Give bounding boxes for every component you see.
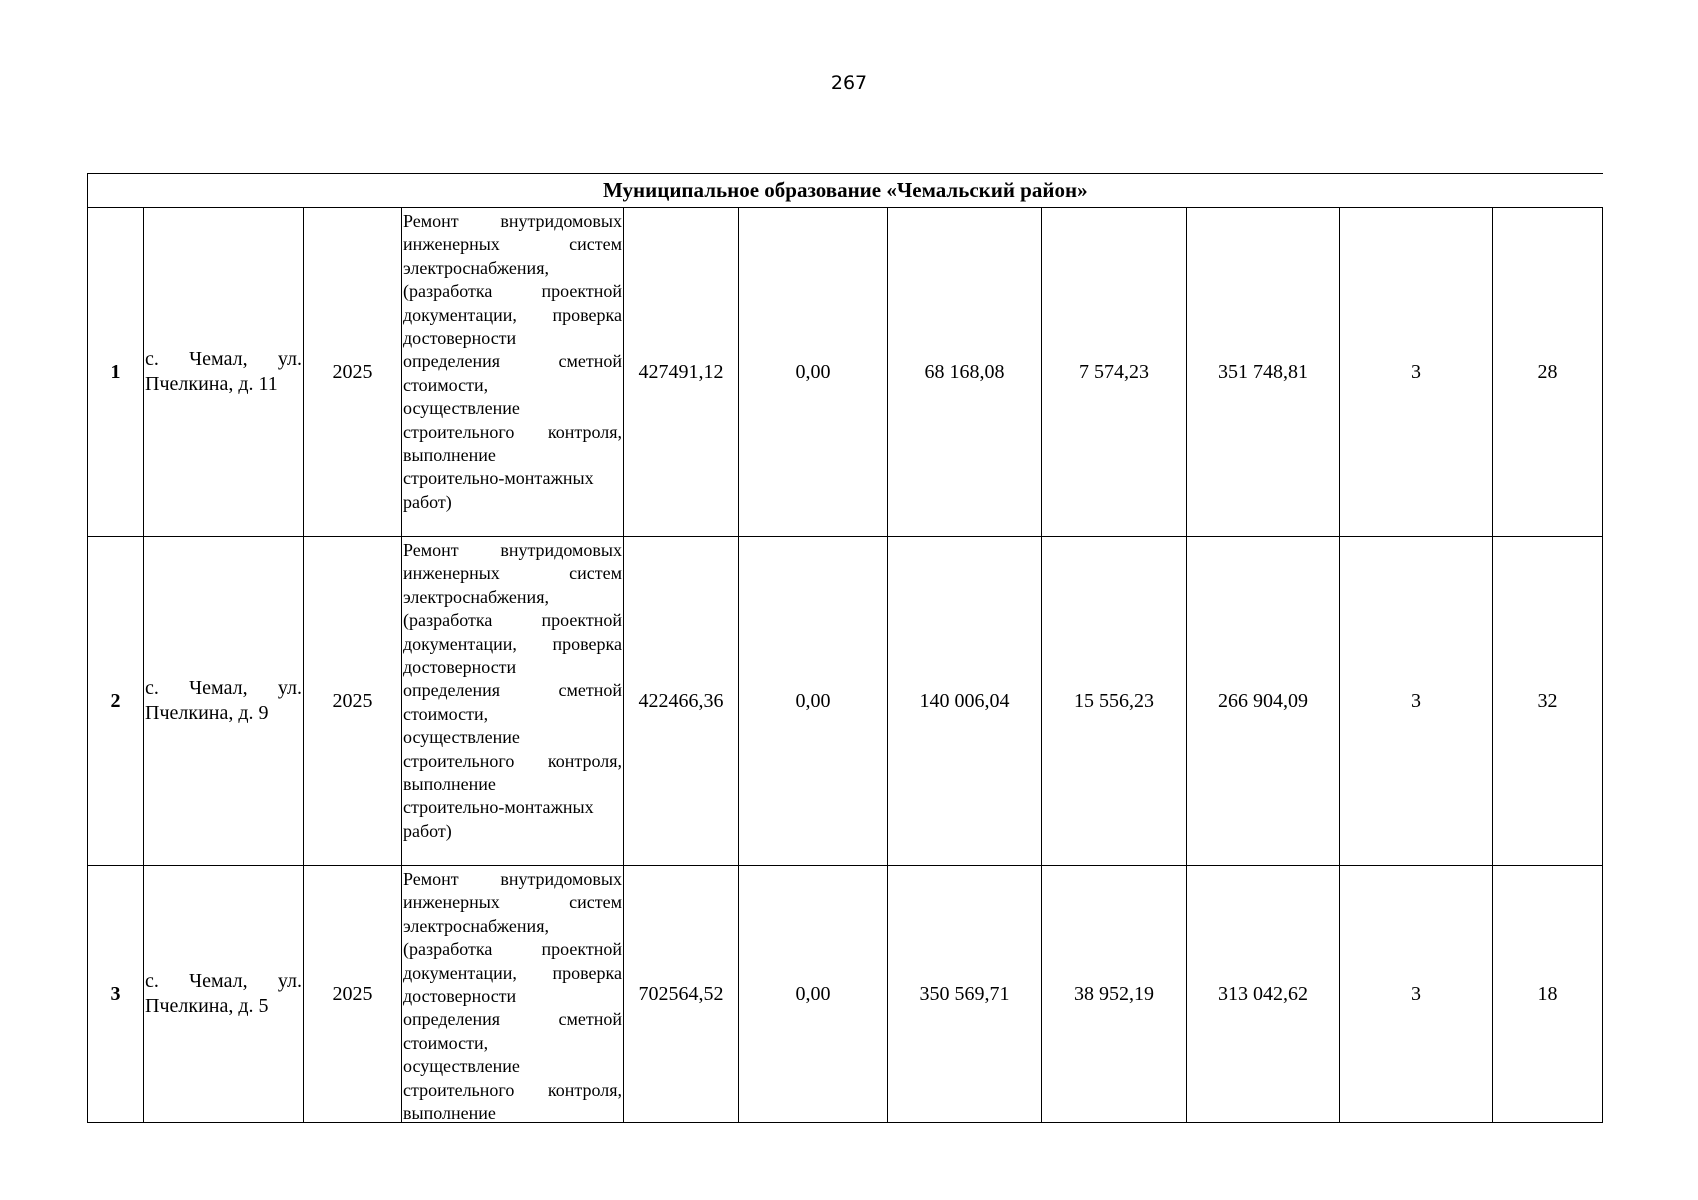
description-line: строительного контроля,: [403, 750, 622, 771]
owners-funds-cell: 351 748,81: [1187, 208, 1340, 537]
description-line: Ремонт внутридомовых: [403, 869, 622, 889]
description-line: достоверности: [403, 986, 517, 1007]
apartments-count-cell: 18: [1493, 866, 1603, 1123]
description-line: строительного контроля,: [403, 421, 622, 442]
description-line: документации, проверка: [403, 633, 622, 654]
description-line: электроснабжения,: [403, 257, 549, 278]
apartments-count-cell: 32: [1493, 537, 1603, 866]
row-number: 3: [88, 866, 144, 1123]
description-line: инженерных систем: [403, 563, 622, 584]
work-program-table: [87, 173, 1603, 1123]
description-text: [402, 208, 623, 514]
description-line: Ремонт внутридомовых: [403, 211, 622, 231]
description-line: работ): [403, 491, 452, 512]
municipality-title: Муниципальное образование «Чемальский район»: [88, 174, 1603, 208]
description-line: документации, проверка: [403, 304, 622, 325]
table-row: [88, 866, 1603, 1123]
description-cell: [402, 208, 624, 537]
total-cost-cell: 422466,36: [624, 537, 739, 866]
description-line: (разработка проектной: [403, 939, 622, 960]
local-budget-cell: 15 556,23: [1042, 537, 1187, 866]
address-cell: с. Чемал, ул. Пчелкина, д. 11: [144, 208, 304, 537]
description-line: выполнение: [403, 1103, 496, 1122]
address-cell: с. Чемал, ул. Пчелкина, д. 5: [144, 866, 304, 1123]
table-row: [88, 537, 1603, 866]
fund-cell: 0,00: [739, 537, 888, 866]
total-cost-cell: 427491,12: [624, 208, 739, 537]
description-line: документации, проверка: [403, 962, 622, 983]
description-line: определения сметной: [403, 1009, 622, 1030]
description-line: стоимости,: [403, 374, 489, 395]
description-line: определения сметной: [403, 351, 622, 372]
description-line: инженерных систем: [403, 892, 622, 913]
description-line: Ремонт внутридомовых: [403, 540, 622, 560]
description-line: строительного контроля,: [403, 1079, 622, 1100]
description-line: электроснабжения,: [403, 586, 549, 607]
owners-funds-cell: 313 042,62: [1187, 866, 1340, 1123]
description-line: осуществление: [403, 398, 520, 419]
description-cell: [402, 866, 624, 1123]
description-line: инженерных систем: [403, 234, 622, 255]
description-line: выполнение: [403, 774, 496, 795]
description-line: (разработка проектной: [403, 281, 622, 302]
description-line: осуществление: [403, 1056, 520, 1077]
description-line: стоимости,: [403, 703, 489, 724]
total-cost-cell: 702564,52: [624, 866, 739, 1123]
description-line: достоверности: [403, 328, 517, 349]
address-cell: с. Чемал, ул. Пчелкина, д. 9: [144, 537, 304, 866]
local-budget-cell: 7 574,23: [1042, 208, 1187, 537]
description-line: определения сметной: [403, 680, 622, 701]
description-text: [402, 866, 623, 1122]
description-line: электроснабжения,: [403, 915, 549, 936]
regional-budget-cell: 350 569,71: [888, 866, 1042, 1123]
description-text: [402, 537, 623, 843]
apartments-count-cell: 28: [1493, 208, 1603, 537]
local-budget-cell: 38 952,19: [1042, 866, 1187, 1123]
description-line: строительно-монтажных: [403, 797, 594, 818]
year-cell: 2025: [304, 208, 402, 537]
year-cell: 2025: [304, 866, 402, 1123]
description-line: выполнение: [403, 445, 496, 466]
description-line: стоимости,: [403, 1032, 489, 1053]
description-line: работ): [403, 820, 452, 841]
description-line: осуществление: [403, 727, 520, 748]
description-line: (разработка проектной: [403, 610, 622, 631]
fund-cell: 0,00: [739, 866, 888, 1123]
row-number: 2: [88, 537, 144, 866]
description-cell: [402, 537, 624, 866]
quarter-cell: 3: [1340, 537, 1493, 866]
quarter-cell: 3: [1340, 866, 1493, 1123]
owners-funds-cell: 266 904,09: [1187, 537, 1340, 866]
row-number: 1: [88, 208, 144, 537]
regional-budget-cell: 68 168,08: [888, 208, 1042, 537]
fund-cell: 0,00: [739, 208, 888, 537]
year-cell: 2025: [304, 537, 402, 866]
description-line: достоверности: [403, 657, 517, 678]
quarter-cell: 3: [1340, 208, 1493, 537]
description-line: строительно-монтажных: [403, 468, 594, 489]
page-number: 267: [830, 72, 868, 94]
regional-budget-cell: 140 006,04: [888, 537, 1042, 866]
table-row: [88, 208, 1603, 537]
